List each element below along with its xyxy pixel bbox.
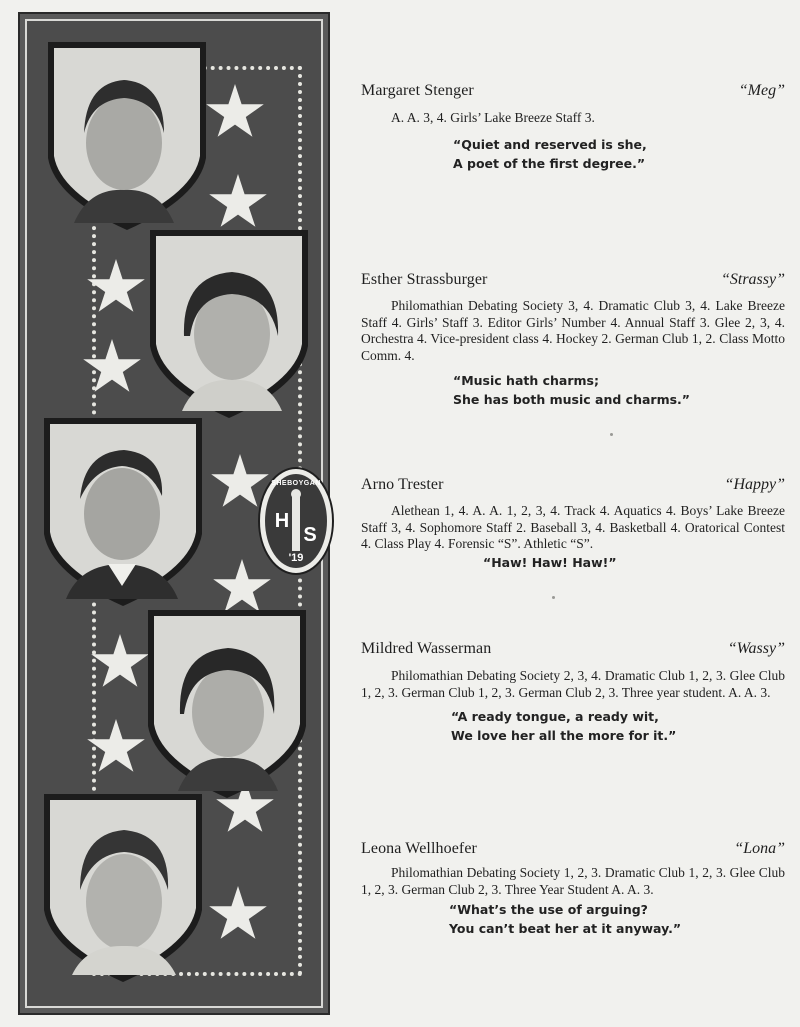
- student-activities: Philomathian Debating Society 2, 3, 4. Dramatic Club 1, 2, 3. Glee Club 1, 2, 3. German Club 1, 2, 3. German Club 2, 3. Three year student. A. A. 3.: [361, 668, 785, 700]
- name-row: [361, 840, 785, 862]
- student-nickname: “Strassy”: [720, 271, 785, 288]
- quote-line: “Quiet and reserved is she,: [453, 136, 647, 152]
- student-activities: A. A. 3, 4. Girls’ Lake Breeze Staff 3.: [391, 110, 595, 125]
- entry-leona-wellhoefer: [361, 840, 785, 938]
- name-row: [361, 640, 785, 662]
- quote-line: She has both music and charms.”: [453, 392, 690, 407]
- name-row: [361, 271, 785, 293]
- paper-speck: [552, 596, 555, 599]
- student-name: Mildred Wasserman: [361, 640, 492, 657]
- entry-arno-trester: [361, 476, 785, 572]
- student-activities: Philomathian Debating Society 3, 4. Dramatic Club 3, 4. Lake Breeze Staff 4. Girls’ Staff 3. Editor Girls’ Number 4. Annual Staff 3. Glee 2, 3, 4. Orchestra 4. Vice-president class 4. Hockey 2. German Club 1, 2. Class Motto Comm. 4.: [361, 298, 785, 363]
- student-nickname: “Lona”: [734, 840, 785, 857]
- student-quote: [361, 900, 785, 938]
- seal-letter-right: S: [303, 524, 317, 546]
- student-nickname: “Happy”: [724, 476, 785, 493]
- entry-margaret-stenger: [361, 82, 785, 173]
- student-quote: [361, 553, 785, 572]
- student-nickname: “Wassy”: [727, 640, 785, 657]
- name-row: [361, 82, 785, 104]
- portrait-arno-trester: [40, 414, 206, 609]
- portrait-esther-strassburger: [146, 226, 312, 421]
- seal-year: '19: [288, 552, 304, 564]
- portrait-mildred-wasserman: [144, 606, 310, 801]
- student-name: Leona Wellhoefer: [361, 840, 477, 857]
- portrait-margaret-stenger: [44, 38, 210, 233]
- seal-name: SHEBOYGAN: [271, 480, 321, 487]
- quote-line: We love her all the more for it.”: [451, 728, 677, 743]
- quote-line: You can’t beat her at it anyway.”: [449, 921, 682, 936]
- student-activities: Philomathian Debating Society 1, 2, 3. Dramatic Club 1, 2, 3. Glee Club 1, 2, 3. German Club 2, 3. Three Year Student A. A. 3.: [361, 865, 785, 897]
- student-quote: [361, 707, 785, 745]
- quote-line: A poet of the first degree.”: [453, 155, 646, 171]
- seal-letter-left: H: [274, 510, 290, 532]
- student-activities: Alethean 1, 4. A. A. 1, 2, 3, 4. Track 4. Aquatics 4. Boys’ Lake Breeze Staff 3, 4. Sophomore Staff 2. Baseball 3, 4. Basketball 4. Oratorical Contest 4. Class Play 4. Forensic “S”. Athletic “S”.: [361, 503, 785, 551]
- entry-esther-strassburger: [361, 271, 785, 409]
- quote-line: “Music hath charms;: [453, 373, 599, 388]
- entry-mildred-wasserman: [361, 640, 785, 745]
- photo-banner: [18, 12, 330, 1015]
- quote-line: “A ready tongue, a ready wit,: [451, 709, 659, 724]
- portrait-leona-wellhoefer: [40, 790, 206, 985]
- name-row: [361, 476, 785, 498]
- student-quote: [361, 371, 785, 409]
- student-name: Arno Trester: [361, 476, 444, 493]
- quote-line: “Haw! Haw! Haw!”: [483, 554, 617, 570]
- student-quote: [361, 135, 785, 173]
- student-name: Margaret Stenger: [361, 82, 474, 99]
- student-nickname: “Meg”: [738, 82, 785, 99]
- paper-speck: [610, 433, 613, 436]
- quote-line: “What’s the use of arguing?: [449, 902, 648, 917]
- student-name: Esther Strassburger: [361, 271, 488, 288]
- school-seal: [257, 466, 335, 576]
